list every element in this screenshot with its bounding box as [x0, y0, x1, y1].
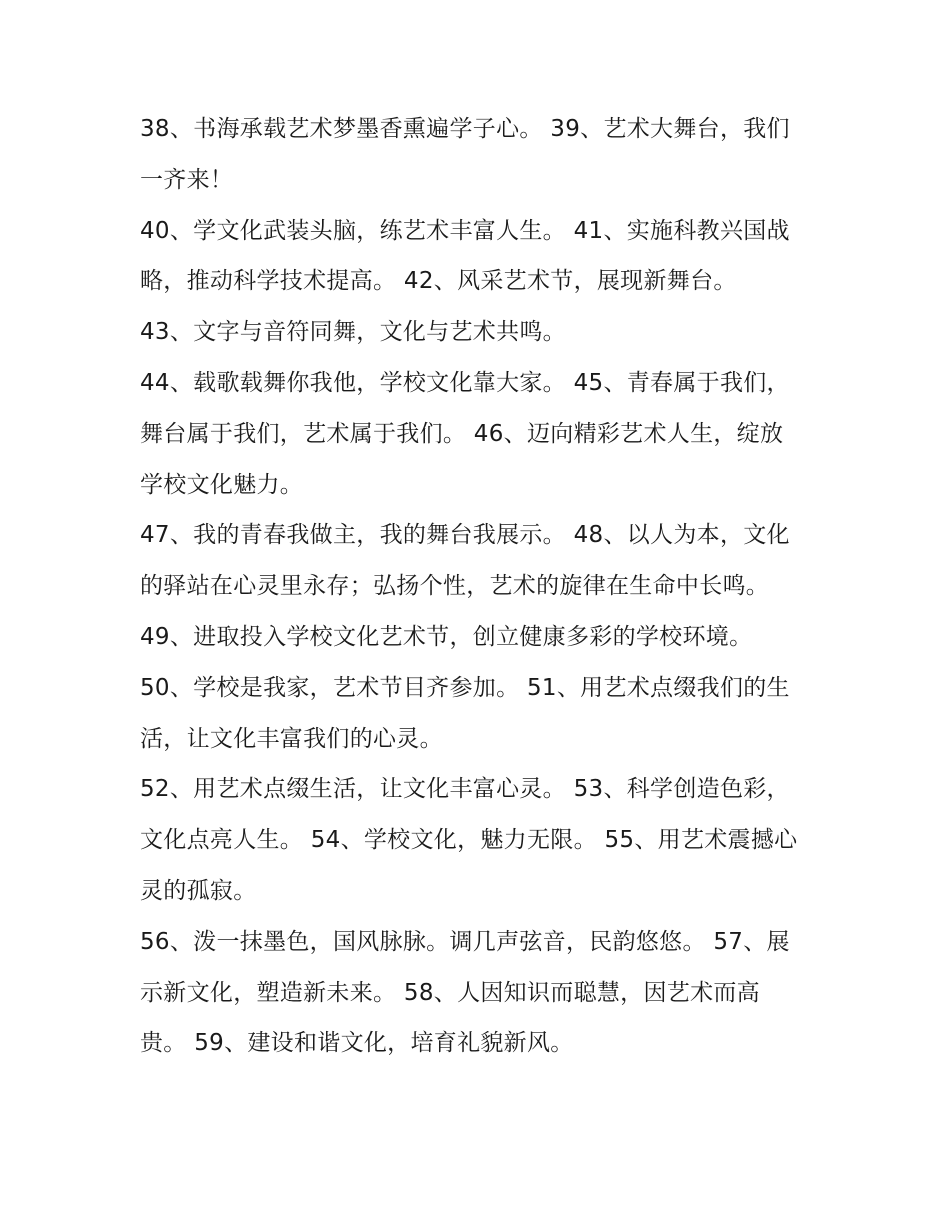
paragraph-43: 43、文字与音符同舞，文化与艺术共鸣。 [140, 319, 566, 346]
paragraph-47-48: 47、我的青春我做主，我的舞台我展示。 48、以人为本，文化的驿站在心灵里永存；弘扬个性，艺术的旋律在生命中长鸣。 [140, 522, 790, 600]
paragraph-38-39: 38、书海承载艺术梦墨香熏遍学子心。 39、艺术大舞台，我们一齐来！ [140, 116, 790, 193]
paragraph-49: 49、进取投入学校文化艺术节，创立健康多彩的学校环境。 [140, 623, 753, 650]
paragraph-52-55: 52、用艺术点缀生活，让文化丰富心灵。 53、科学创造色彩，文化点亮人生。 54、学校文化，魅力无限。 55、用艺术震撼心灵的孤寂。 [140, 776, 798, 904]
document-body [140, 104, 800, 1069]
paragraph-50-51: 50、学校是我家，艺术节目齐参加。 51、用艺术点缀我们的生活，让文化丰富我们的心灵。 [140, 674, 790, 752]
paragraph-44-46: 44、载歌载舞你我他，学校文化靠大家。 45、青春属于我们，舞台属于我们，艺术属于我们。 46、迈向精彩艺术人生，绽放学校文化魅力。 [140, 369, 790, 498]
paragraph-40-42: 40、学文化武装头脑，练艺术丰富人生。 41、实施科教兴国战略，推动科学技术提高。 42、风采艺术节，展现新舞台。 [140, 217, 790, 295]
paragraph-56-59: 56、泼一抹墨色，国风脉脉。调几声弦音，民韵悠悠。 57、展示新文化，塑造新未来。 58、人因知识而聪慧，因艺术而高贵。 59、建设和谐文化，培育礼貌新风。 [140, 928, 790, 1057]
